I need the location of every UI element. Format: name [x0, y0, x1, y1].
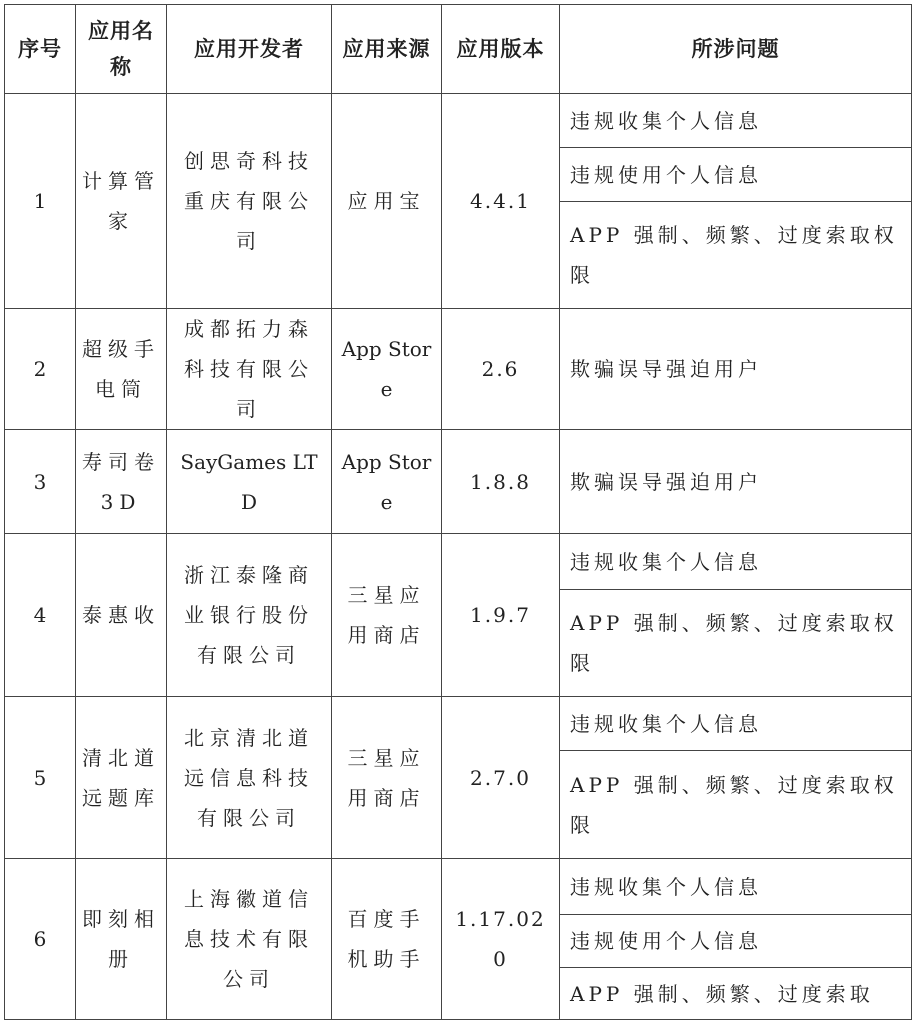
row-developer: 创思奇科技重庆有限公司 [167, 94, 332, 309]
row-source: App Store [332, 309, 442, 430]
row-version: 1.17.020 [442, 859, 560, 1020]
row-issue: 违规收集个人信息 [560, 859, 912, 915]
row-version: 1.9.7 [442, 534, 560, 697]
row-issue: APP 强制、频繁、过度索取权限 [560, 751, 912, 859]
row-source: 应用宝 [332, 94, 442, 309]
row-issue: APP 强制、频繁、过度索取权限 [560, 202, 912, 309]
row-app-name: 清北道远题库 [76, 697, 167, 859]
row-developer: 成都拓力森科技有限公司 [167, 309, 332, 430]
row-issue: 欺骗误导强迫用户 [560, 309, 912, 430]
table-row [5, 309, 912, 430]
table-row [5, 859, 912, 915]
row-app-name: 寿司卷3D [76, 430, 167, 534]
row-issue: 违规使用个人信息 [560, 915, 912, 968]
row-no: 1 [5, 94, 76, 309]
row-developer: SayGames LTD [167, 430, 332, 534]
row-no: 6 [5, 859, 76, 1020]
row-no: 5 [5, 697, 76, 859]
header-issues: 所涉问题 [560, 5, 912, 94]
row-issue: 欺骗误导强迫用户 [560, 430, 912, 534]
row-version: 2.6 [442, 309, 560, 430]
row-source: 百度手机助手 [332, 859, 442, 1020]
table-row [5, 94, 912, 148]
row-version: 4.4.1 [442, 94, 560, 309]
app-issues-table [4, 4, 912, 1020]
header-no: 序号 [5, 5, 76, 94]
header-developer: 应用开发者 [167, 5, 332, 94]
row-developer: 浙江泰隆商业银行股份有限公司 [167, 534, 332, 697]
row-version: 2.7.0 [442, 697, 560, 859]
row-issue: 违规收集个人信息 [560, 94, 912, 148]
header-app-name: 应用名称 [76, 5, 167, 94]
row-no: 3 [5, 430, 76, 534]
row-no: 4 [5, 534, 76, 697]
header-row [5, 5, 912, 94]
header-version: 应用版本 [442, 5, 560, 94]
row-app-name: 超级手电筒 [76, 309, 167, 430]
table-row [5, 534, 912, 590]
header-source: 应用来源 [332, 5, 442, 94]
row-app-name: 泰惠收 [76, 534, 167, 697]
row-issue: 违规收集个人信息 [560, 534, 912, 590]
table-row [5, 430, 912, 534]
row-issue: APP 强制、频繁、过度索取权限 [560, 590, 912, 697]
row-source: 三星应用商店 [332, 534, 442, 697]
row-version: 1.8.8 [442, 430, 560, 534]
row-issue: 违规收集个人信息 [560, 697, 912, 751]
row-app-name: 即刻相册 [76, 859, 167, 1020]
row-issue: 违规使用个人信息 [560, 148, 912, 202]
table-row [5, 697, 912, 751]
row-developer: 北京清北道远信息科技有限公司 [167, 697, 332, 859]
row-app-name: 计算管家 [76, 94, 167, 309]
row-source: 三星应用商店 [332, 697, 442, 859]
row-issue: APP 强制、频繁、过度索取 [560, 968, 912, 1020]
row-developer: 上海徽道信息技术有限公司 [167, 859, 332, 1020]
row-no: 2 [5, 309, 76, 430]
row-source: App Store [332, 430, 442, 534]
